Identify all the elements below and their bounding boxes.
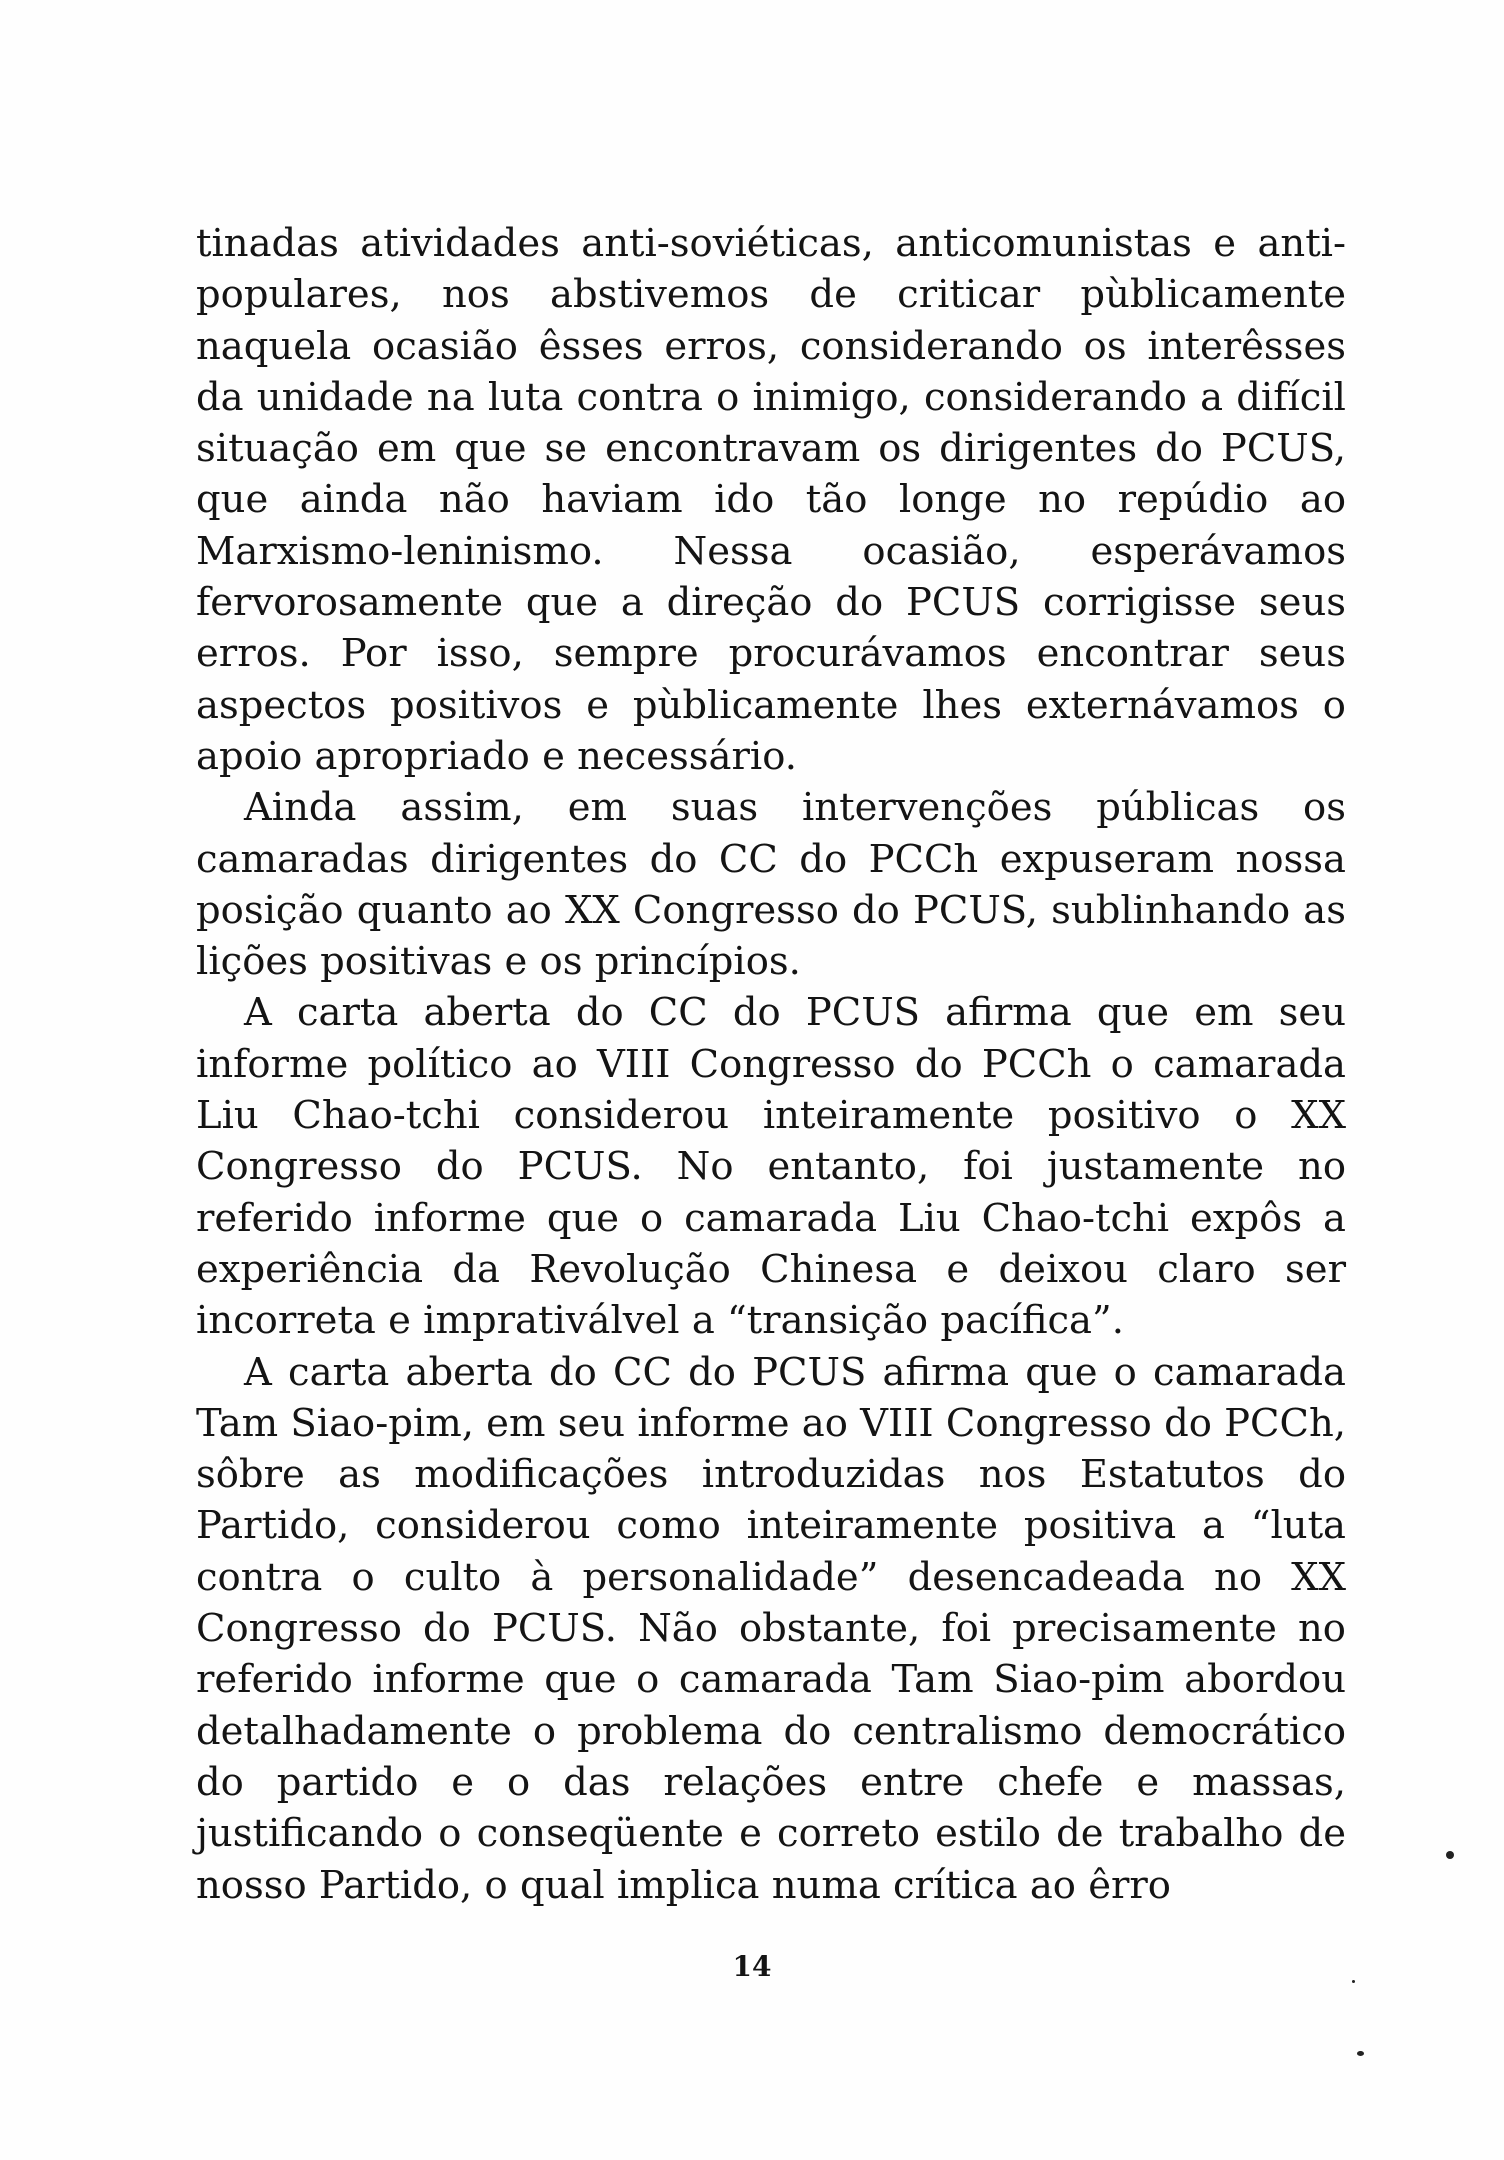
paragraph-2: Ainda assim, em suas intervenções públicas os camaradas dirigentes do CC do PCCh expuseram nossa posição quanto ao XX Congresso do PCUS, sublinhando as lições positivas e os princípios. [196,785,1346,985]
ink-speck [1352,1980,1355,1983]
body-text [196,218,1346,1911]
paragraph-4: A carta aberta do CC do PCUS afirma que o camarada Tam Siao-pim, em seu informe ao VIII Congresso do PCCh, sôbre as modificações introduzidas nos Estatutos do Partido, considerou como inteiramente positiva a “luta contra o culto à personalidade” desencadeada no XX Congresso do PCUS. Não obstante, foi precisamente no referido informe que o camarada Tam Siao-pim abordou detalhadamente o problema do centralismo democrático do partido e o das relações entre chefe e massas, justificando o conseqüente e correto estilo de trabalho de nosso Partido, o qual implica numa crítica ao êrro [196,1349,1346,1908]
ink-speck [1446,1851,1454,1859]
ink-speck [1357,2051,1364,2056]
paragraph-3: A carta aberta do CC do PCUS afirma que em seu informe político ao VIII Congresso do PCCh o camarada Liu Chao-tchi considerou inteiramente positivo o XX Congresso do PCUS. No entanto, foi justamente no referido informe que o camarada Liu Chao-tchi expôs a experiência da Revolução Chinesa e deixou claro ser incorreta e imprativálvel a “transição pacífica”. [196,990,1346,1344]
page-number: 14 [732,1950,772,1983]
paragraph-1: tinadas atividades anti-soviéticas, anticomunistas e anti-populares, nos abstivemos de criticar pùblicamente naquela ocasião êsses erros, considerando os interêsses da unidade na luta contra o inimigo, considerando a difícil situação em que se encontravam os dirigentes do PCUS, que ainda não haviam ido tão longe no repúdio ao Marxismo-leninismo. Nessa ocasião, esperávamos fervorosamente que a direção do PCUS corrigisse seus erros. Por isso, sempre procurávamos encontrar seus aspectos positivos e pùblicamente lhes externávamos o apoio apropriado e necessário. [196,221,1346,779]
